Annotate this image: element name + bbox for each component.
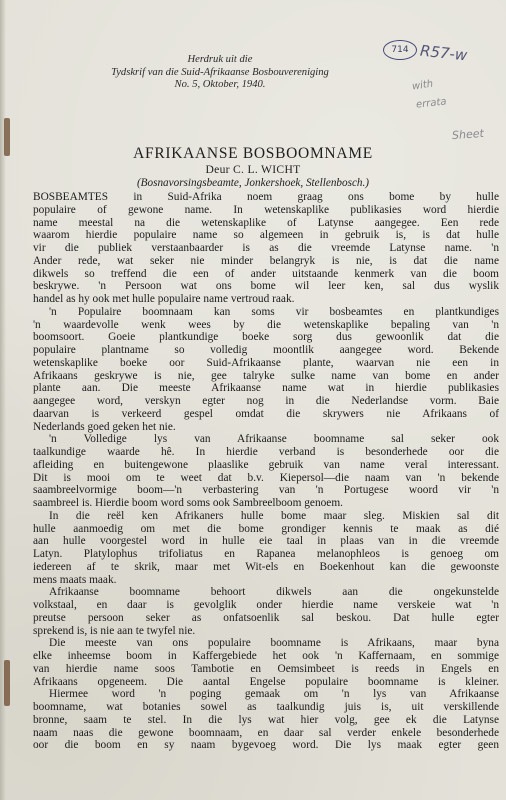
body-line: oor die boom en sy naam bygevoeg word. Die lys maak egter geen	[33, 739, 499, 752]
body-line: Afrikaans geskrywe is nie, gee talryke sulke name van bome en ander	[33, 369, 499, 382]
body-line: Latyn. Platylophus trifoliatus en Rapanea melanophleos is genoeg om	[33, 548, 499, 560]
body-line: 'n waardevolle wenk wees by die wetenskaplike bepaling van 'n	[33, 318, 499, 331]
staple-mark-bottom	[4, 660, 10, 706]
body-line: Afrikaanse boomname behoort dikwels aan die ongekunstelde	[49, 586, 499, 599]
body-line: boomsoort. Goeie plantkundige boeke sorg dus gewoonlik dat die	[33, 331, 499, 344]
reprint-header	[70, 54, 370, 92]
body-line: van hierdie name soos Tambotie en Oemsimbeet is reeds in Engels en	[33, 662, 499, 675]
body-line: volkstaal, en daar is gevolglik onder hierdie name verskeie wat 'n	[33, 599, 499, 611]
author-affiliation: (Bosnavorsingsbeamte, Jonkershoek, Stellenbosch.)	[136, 177, 370, 189]
body-line: Ander rede, wat seker nie minder belangryk is nie, is dat die name	[33, 254, 499, 267]
body-line: sprekend is, is nie aan te twyfel nie.	[33, 624, 196, 637]
body-line: saambreel is. Hierdie boom word soms ook Sambreelboom genoem.	[33, 497, 343, 509]
body-line: Die meeste van ons populaire boomname is Afrikaans, maar byna	[49, 637, 499, 650]
body-line: waarom hierdie populaire name so algemeen in gebruik is, is dat hulle	[33, 229, 499, 242]
body-line: taalkundige waarde hê. In hierdie verband is besonderhede oor die	[33, 446, 499, 458]
body-line: saambreelvormige boom—'n verbastering van 'n Portugese woord vir 'n	[33, 484, 499, 497]
body-line: beskrywe. 'n Persoon wat ons bome wil leer ken, sal dus wyslik	[33, 280, 499, 293]
body-line: Hiermee word 'n poging gemaak om 'n lys van Afrikaanse	[49, 688, 499, 701]
circled-number-annotation: 714	[383, 40, 417, 60]
body-line: naam naas die gewone boomnaam, en daar sal verder enkele besonderhede	[33, 726, 499, 739]
body-line: Afrikaans opgeneem. Die aantal Engelse populaire boomname is kleiner.	[33, 675, 499, 688]
body-line: populaire of gewone name. In wetenskaplike publikasies word hierdie	[33, 203, 499, 216]
body-line: daarvan is verkeerd gespel omdat die skrywers nie Afrikaans of	[33, 407, 499, 420]
body-line: aan hulle voorgestel word in hulle eie taal in plaas van in die vreemde	[33, 535, 499, 548]
body-line: 'n Populaire boomnaam kan soms vir bosbeamtes en plantkundiges	[49, 305, 499, 318]
body-line: wetenskaplike boeke oor Suid-Afrikaanse plante, waarvan nie een in	[33, 356, 499, 369]
body-line: hulle aanmoedig om met die bome grondiger kennis te maak as dié	[33, 522, 499, 535]
header-line-1: Herdruk uit die	[187, 54, 253, 65]
handwritten-note-2: errata	[415, 96, 448, 111]
body-line: bronne, saam te stel. In die lys wat hier volg, gee ek die Latynse	[33, 713, 499, 726]
body-line: handel as hy ook met hulle populaire name vertroud raak.	[33, 293, 295, 305]
body-line: preutse persoon seker as onfatsoenlik sal beskou. Dat hulle egter	[33, 611, 499, 624]
body-line: Dit is mooi om te weet dat b.v. Kiepersol—die naam van 'n bekende	[33, 471, 499, 484]
body-line: aangegee word, verskyn egter nog in die Nederlandse vorm. Baie	[33, 395, 499, 407]
body-line: afleiding en buitengewone plaaslike gebruik van name veral interessant.	[33, 458, 499, 471]
body-line: Nederlands goed geken het nie.	[33, 420, 176, 433]
handwritten-note-1: with	[411, 78, 434, 93]
body-line: name meestal na die wetenskaplike of Latynse aangegee. Een rede	[33, 216, 499, 229]
article-author: Deur C. L. WICHT	[205, 163, 301, 176]
article-body	[33, 191, 499, 752]
body-line: populaire plantname so volledig moontlik aangegee word. Bekende	[33, 344, 499, 356]
body-line: In die reël ken Afrikaners hulle bome maar sleg. Miskien sal dit	[49, 509, 499, 522]
handwritten-note-3: Sheet	[451, 126, 485, 143]
header-line-2: Tydskrif van die Suid-Afrikaanse Bosbouvereniging	[111, 66, 329, 78]
body-line: vir die publiek verstaanbaarder is as die vreemde Latynse name. 'n	[33, 242, 499, 254]
article-title: AFRIKAANSE BOSBOOMNAME	[133, 145, 373, 162]
body-line: mens maats maak.	[33, 573, 117, 586]
body-line: boomname, wat botanies sowel as taalkundig juis is, uit verskillende	[33, 701, 499, 713]
body-line: elke inheemse boom in Kaffergebiede het ook 'n Kaffernaam, en sommige	[33, 650, 499, 662]
header-line-3: No. 5, Oktober, 1940.	[174, 79, 266, 90]
body-line: plante aan. Die meeste Afrikaanse name wat in hierdie publikasies	[33, 382, 499, 395]
body-line: iedereen af te skrik, maar met Wit-els en Boekenhout kan die gewoonste	[33, 560, 499, 573]
body-line: BOSBEAMTES in Suid-Afrika noem graag ons bome by hulle	[33, 191, 499, 203]
ref-code-annotation: R57-w	[419, 41, 469, 65]
body-line: 'n Volledige lys van Afrikaanse boomname sal seker ook	[49, 433, 499, 446]
body-line: dikwels so treffend die een of ander uitstaande kenmerk van die boom	[33, 267, 499, 280]
